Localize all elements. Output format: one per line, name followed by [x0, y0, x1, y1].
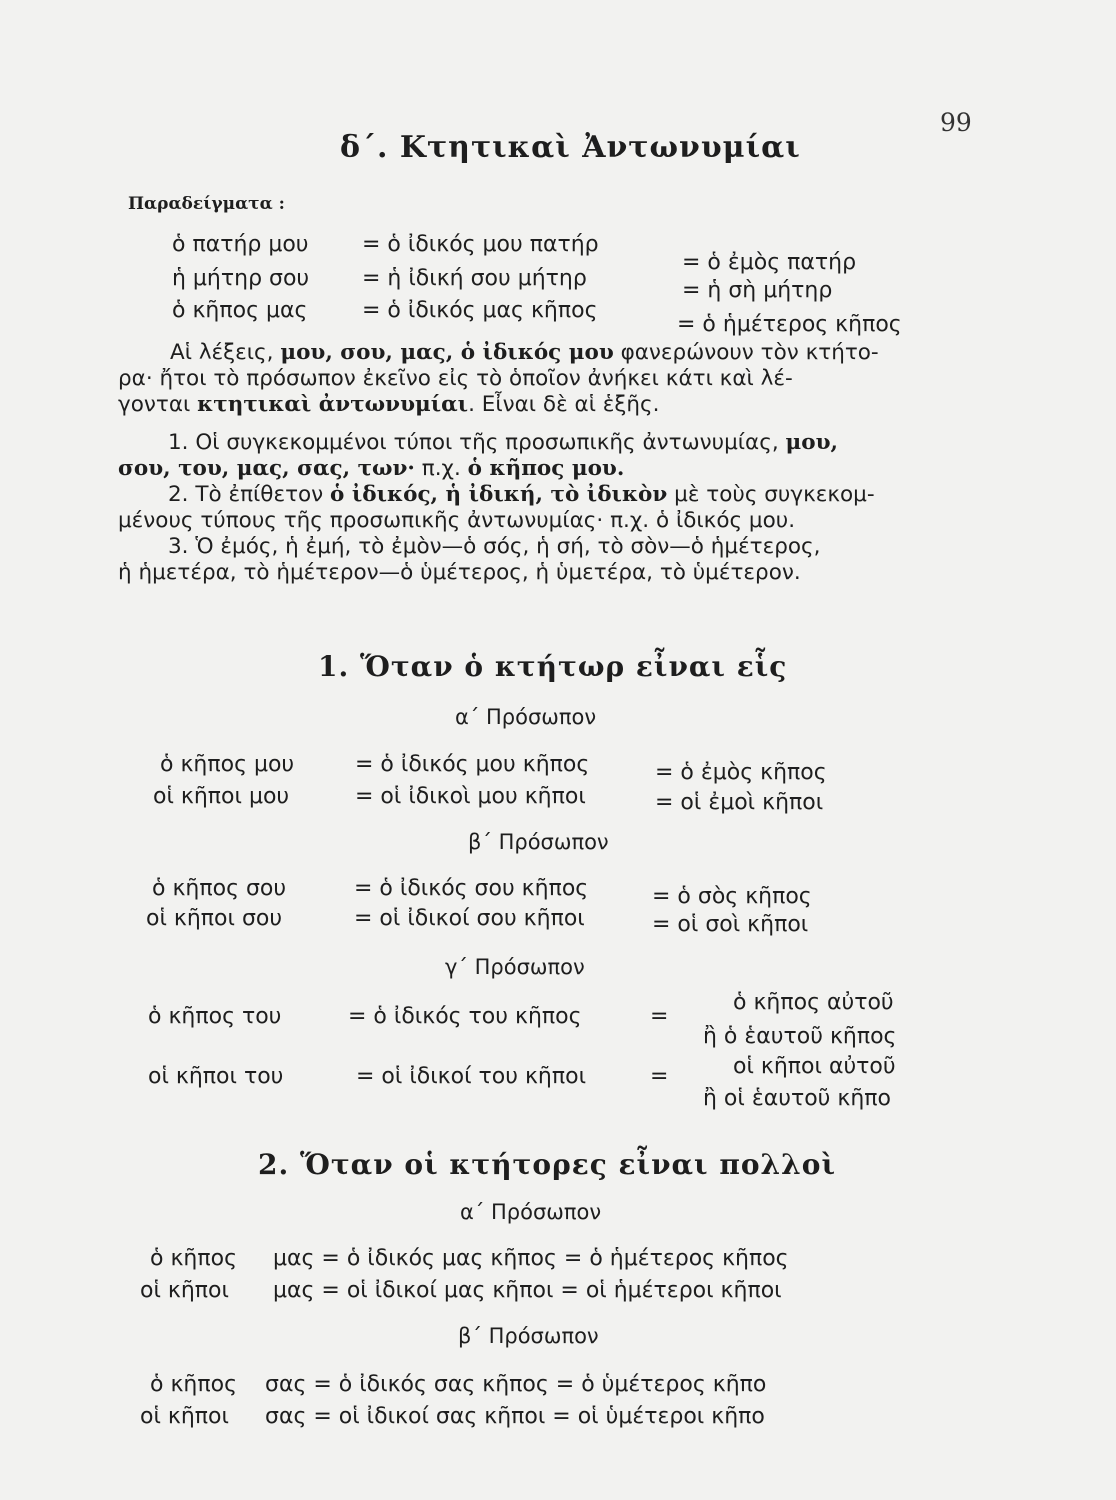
text: μένους τύπους τῆς προσωπικῆς ἀντωνυμίας· π.χ. ὁ ἰδικός μου.: [118, 508, 796, 533]
section-1-person-c-label: γ΄ Πρόσωπον: [445, 955, 585, 979]
chapter-title: δ΄. Κτητικαὶ Ἀντωνυμίαι: [340, 130, 801, 165]
bold-text: μου, σου, μας, ὁ ἰδικός μου: [280, 340, 614, 365]
bold-text: ὁ ἰδικός, ἡ ἰδική, τὸ ἰδικὸν: [330, 482, 668, 507]
text: Αἱ λέξεις,: [170, 340, 281, 365]
bold-text: σου, του, μας, σας, των·: [118, 456, 415, 481]
section-1-title: 1. Ὅταν ὁ κτήτωρ εἶναι εἷς: [318, 650, 788, 683]
cell: = οἱ ἰδικοί σου κῆποι: [354, 906, 585, 931]
cell: σας = οἱ ἰδικοί σας κῆποι = οἱ ὑμέτεροι κῆπο: [265, 1404, 765, 1429]
cell: = ὁ ἰδικός του κῆπος: [348, 1004, 582, 1029]
cell: οἱ κῆποι αὐτοῦ: [733, 1054, 896, 1079]
cell: = ὁ σὸς κῆπος: [652, 884, 812, 909]
bold-text: ὁ κῆπος μου.: [467, 456, 625, 481]
cell: = ὁ ἰδικός σου κῆπος: [354, 876, 589, 901]
cell: μας = οἱ ἰδικοί μας κῆποι = οἱ ἡμέτεροι κῆποι: [273, 1278, 782, 1303]
cell: ὁ κῆπος: [150, 1372, 237, 1397]
cell: = οἱ ἐμοὶ κῆποι: [655, 790, 824, 815]
example-cell: = ἡ σὴ μήτηρ: [682, 278, 833, 303]
text: ρα· ἤτοι τὸ πρόσωπον ἐκεῖνο εἰς τὸ ὁποῖον ἀνήκει κάτι καὶ λέ-: [118, 366, 793, 391]
text: 3. Ὁ ἐμός, ἡ ἐμή, τὸ ἐμὸν—ὁ σός, ἡ σή, τὸ σὸν—ὁ ἡμέτερος,: [168, 534, 821, 559]
text: γονται: [118, 392, 198, 417]
bold-text: κτητικαὶ ἀντωνυμίαι: [197, 392, 469, 417]
cell: οἱ κῆποι: [140, 1278, 229, 1303]
example-cell: = ὁ ἰδικός μου πατήρ: [362, 232, 599, 257]
cell: οἱ κῆποι του: [148, 1064, 284, 1089]
cell: μας = ὁ ἰδικός μας κῆπος = ὁ ἡμέτερος κῆπος: [273, 1246, 789, 1271]
cell: ὁ κῆπος: [150, 1246, 237, 1271]
example-cell: ὁ κῆπος μας: [172, 298, 308, 323]
intro-paragraph: [118, 340, 978, 418]
numbered-points: [118, 430, 978, 586]
cell: = οἱ σοὶ κῆποι: [652, 912, 809, 937]
text: 2. Τὸ ἐπίθετον: [168, 482, 331, 507]
bold-text: μου,: [785, 430, 838, 455]
cell: ὁ κῆπος μου: [160, 752, 295, 777]
cell: οἱ κῆποι: [140, 1404, 229, 1429]
example-cell: = ὁ ἐμὸς πατήρ: [682, 250, 857, 275]
example-cell: = ὁ ἰδικός μας κῆπος: [362, 298, 598, 323]
cell: ὁ κῆπος σου: [152, 876, 287, 901]
section-2-person-b-label: β΄ Πρόσωπον: [458, 1324, 599, 1348]
text: ἡ ἡμετέρα, τὸ ἡμέτερον—ὁ ὑμέτερος, ἡ ὑμετέρα, τὸ ὑμέτερον.: [118, 560, 801, 585]
text: μὲ τοὺς συγκεκομ-: [667, 482, 875, 507]
examples-label: Παραδείγματα :: [128, 194, 285, 214]
text: φανερώνουν τὸν κτήτο-: [613, 340, 879, 365]
cell: = οἱ ἰδικοί του κῆποι: [356, 1064, 587, 1089]
example-cell: ἡ μήτηρ σου: [172, 266, 310, 291]
section-1-person-b-label: β΄ Πρόσωπον: [468, 830, 609, 854]
text: π.χ.: [414, 456, 468, 481]
cell: ὁ κῆπος του: [148, 1004, 282, 1029]
cell: ἢ ὁ ἑαυτοῦ κῆπος: [703, 1024, 897, 1049]
section-1-person-a-label: α΄ Πρόσωπον: [455, 705, 597, 729]
example-cell: ὁ πατήρ μου: [172, 232, 309, 257]
section-2-person-a-label: α΄ Πρόσωπον: [460, 1200, 602, 1224]
page-number: 99: [940, 108, 972, 137]
cell: σας = ὁ ἰδικός σας κῆπος = ὁ ὑμέτερος κῆπο: [265, 1372, 767, 1397]
cell: οἱ κῆποι σου: [146, 906, 283, 931]
cell: = οἱ ἰδικοὶ μου κῆποι: [355, 784, 586, 809]
cell: =: [650, 1064, 669, 1089]
text: . Εἶναι δὲ αἱ ἑξῆς.: [468, 392, 660, 417]
example-cell: = ἡ ἰδική σου μήτηρ: [362, 266, 587, 291]
cell: οἱ κῆποι μου: [153, 784, 290, 809]
cell: = ὁ ἰδικός μου κῆπος: [355, 752, 590, 777]
cell: ὁ κῆπος αὐτοῦ: [733, 990, 894, 1015]
example-cell: = ὁ ἡμέτερος κῆπος: [677, 312, 902, 337]
cell: =: [650, 1004, 669, 1029]
cell: ἢ οἱ ἑαυτοῦ κῆπο: [703, 1086, 891, 1111]
text: 1. Οἱ συγκεκομμένοι τύποι τῆς προσωπικῆς ἀντωνυμίας,: [168, 430, 786, 455]
cell: = ὁ ἐμὸς κῆπος: [655, 760, 827, 785]
section-2-title: 2. Ὅταν οἱ κτήτορες εἶναι πολλοὶ: [258, 1148, 837, 1181]
